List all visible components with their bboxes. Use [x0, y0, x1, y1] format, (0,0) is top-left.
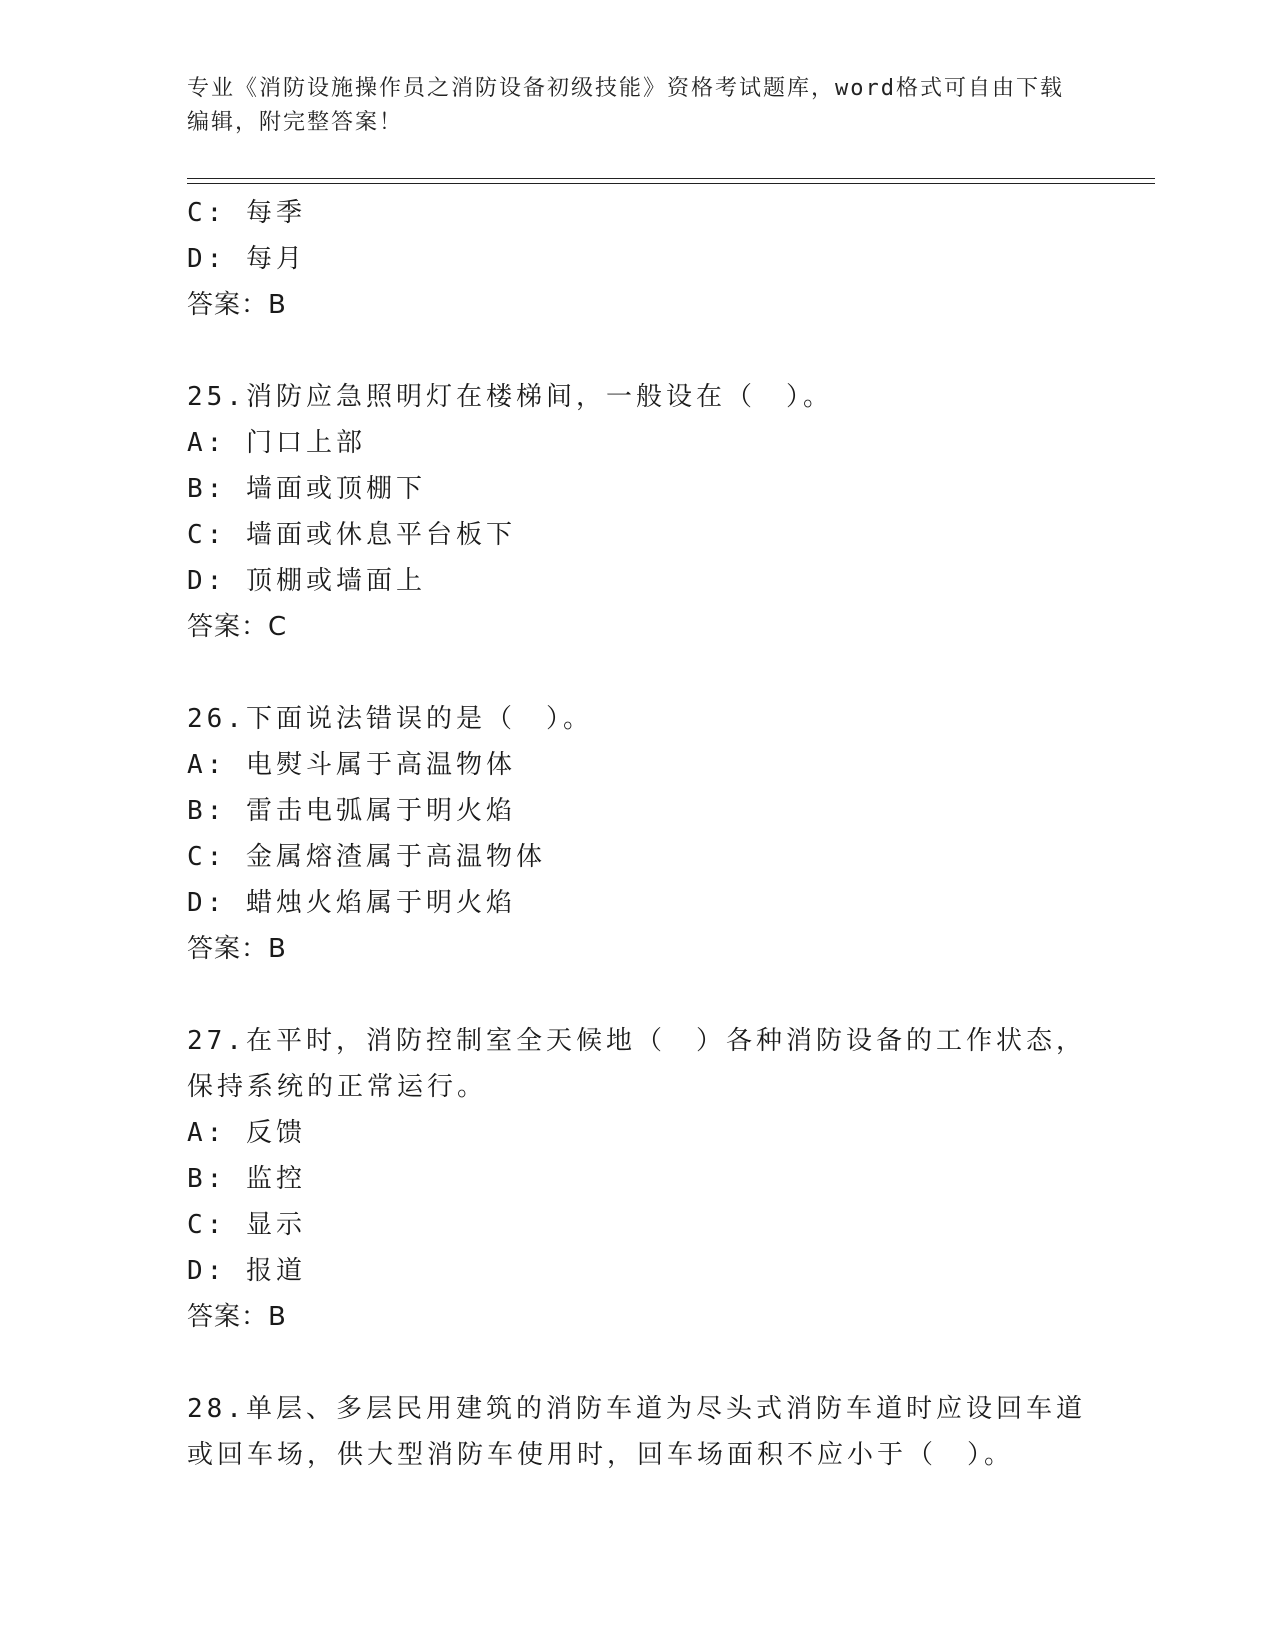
question-26 — [187, 696, 1107, 972]
partial-question — [187, 190, 1107, 328]
question-stem: 25.消防应急照明灯在楼梯间，一般设在（ ）。 — [187, 382, 833, 412]
option-c: C: 每季 — [187, 198, 306, 228]
answer-value: B — [268, 290, 287, 320]
option-c: C: 显示 — [187, 1210, 306, 1240]
option-c: C: 金属熔渣属于高温物体 — [187, 842, 546, 872]
option-a: A: 门口上部 — [187, 428, 366, 458]
option-a: A: 电熨斗属于高温物体 — [187, 750, 516, 780]
option-b: B: 墙面或顶棚下 — [187, 474, 426, 504]
document-header — [187, 72, 1067, 140]
option-a: A: 反馈 — [187, 1118, 306, 1148]
answer-line: 答案：C — [187, 612, 288, 642]
option-d: D: 顶棚或墙面上 — [187, 566, 426, 596]
header-title: 专业《消防设施操作员之消防设备初级技能》资格考试题库，word格式可自由下载编辑，附完整答案！ — [187, 76, 1064, 135]
question-stem: 28.单层、多层民用建筑的消防车道为尽头式消防车道时应设回车道或回车场，供大型消防车使用时，回车场面积不应小于（ ）。 — [187, 1394, 1086, 1470]
question-27 — [187, 1018, 1107, 1340]
question-25 — [187, 374, 1107, 650]
question-list — [187, 190, 1107, 1478]
question-stem: 27.在平时，消防控制室全天候地（ ）各种消防设备的工作状态，保持系统的正常运行。 — [187, 1026, 1086, 1102]
option-d: D: 每月 — [187, 244, 306, 274]
option-d: D: 报道 — [187, 1256, 306, 1286]
question-stem: 26.下面说法错误的是（ ）。 — [187, 704, 593, 734]
question-28 — [187, 1386, 1107, 1478]
answer-value: B — [268, 1302, 287, 1332]
answer-line: 答案：B — [187, 290, 287, 320]
option-c: C: 墙面或休息平台板下 — [187, 520, 516, 550]
header-rule-bottom — [187, 183, 1155, 184]
answer-line: 答案：B — [187, 934, 287, 964]
answer-line: 答案：B — [187, 1302, 287, 1332]
option-d: D: 蜡烛火焰属于明火焰 — [187, 888, 516, 918]
option-b: B: 雷击电弧属于明火焰 — [187, 796, 516, 826]
answer-value: C — [268, 612, 288, 642]
option-b: B: 监控 — [187, 1164, 306, 1194]
header-rule-top — [187, 178, 1155, 179]
answer-value: B — [268, 934, 287, 964]
